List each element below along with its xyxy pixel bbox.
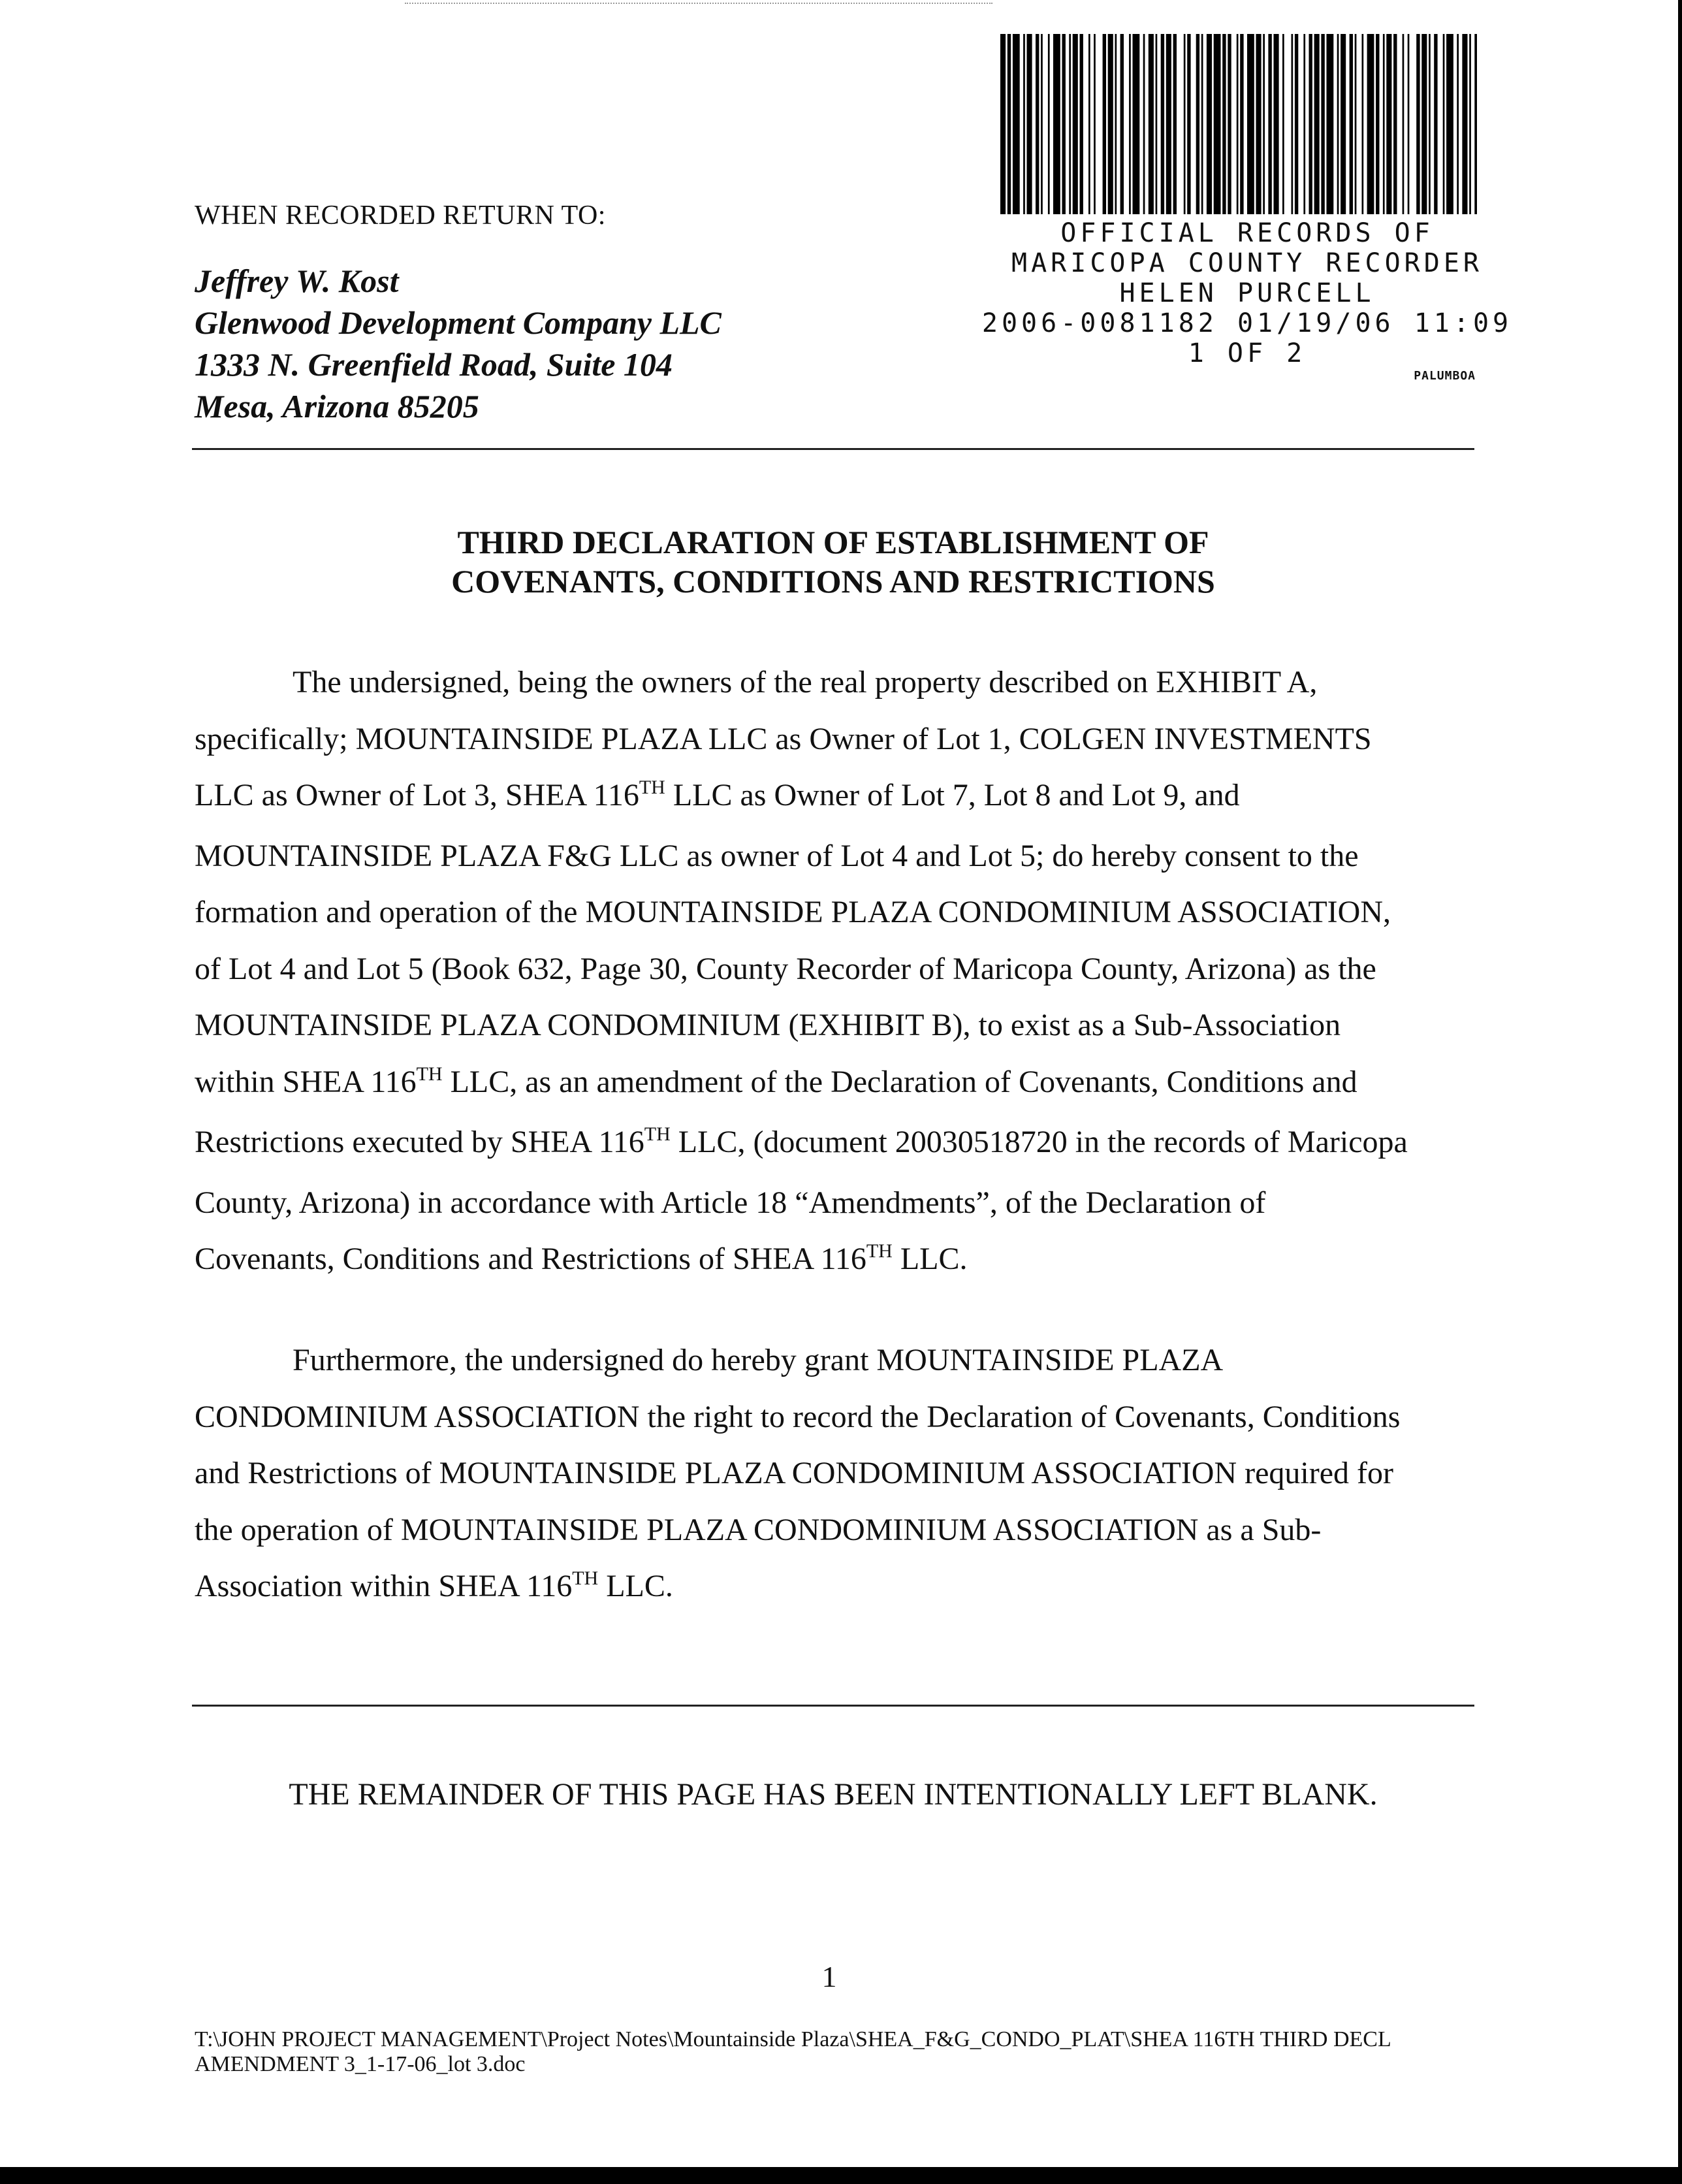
barcode-bar bbox=[1474, 34, 1477, 214]
barcode-bar bbox=[1013, 34, 1020, 214]
barcode-bar bbox=[1062, 34, 1066, 214]
stamp-page-count: 1 OF 2 bbox=[1188, 338, 1307, 368]
paragraph-line: within SHEA 116TH LLC, as an amendment of the Declaration of Covenants, Conditions and bbox=[195, 1063, 1357, 1099]
barcode-bar bbox=[1201, 34, 1203, 214]
address-line-name: Jeffrey W. Kost bbox=[195, 263, 399, 299]
barcode-bar bbox=[1129, 34, 1131, 214]
barcode-bar bbox=[1443, 34, 1445, 214]
scan-edge-right bbox=[1678, 0, 1682, 2184]
barcode-bar bbox=[1350, 34, 1353, 214]
stamp-record-number: 2006-0081182 01/19/06 11:09 bbox=[981, 308, 1513, 338]
barcode-bar bbox=[1282, 34, 1284, 214]
barcode-bar bbox=[1362, 34, 1364, 214]
barcode-bar bbox=[1383, 34, 1385, 214]
barcode-bar bbox=[1108, 34, 1113, 214]
barcode-bar bbox=[1403, 34, 1404, 214]
paragraph-line: specifically; MOUNTAINSIDE PLAZA LLC as Owner of Lot 1, COLGEN INVESTMENTS bbox=[195, 721, 1372, 756]
barcode-bar bbox=[1053, 34, 1060, 214]
address-line-city: Mesa, Arizona 85205 bbox=[195, 388, 479, 425]
paragraph-line: The undersigned, being the owners of the real property described on EXHIBIT A, bbox=[293, 665, 1318, 699]
barcode-bar bbox=[1184, 34, 1186, 214]
barcode-bar bbox=[1386, 34, 1391, 214]
document-title bbox=[192, 522, 1474, 601]
paragraph-consent bbox=[195, 654, 1487, 1292]
file-path-footer bbox=[195, 2027, 1391, 2077]
title-line-1: THIRD DECLARATION OF ESTABLISHMENT OF bbox=[457, 524, 1209, 560]
stamp-line-2: MARICOPA COUNTY RECORDER bbox=[1011, 248, 1483, 278]
barcode-bar bbox=[1166, 34, 1171, 214]
paragraph-grant bbox=[195, 1332, 1487, 1619]
barcode-bar bbox=[1295, 34, 1298, 214]
paragraph-line: Covenants, Conditions and Restrictions of SHEA 116TH LLC. bbox=[195, 1240, 968, 1276]
file-path-line-1: T:\JOHN PROJECT MANAGEMENT\Project Notes\Mountainside Plaza\SHEA_F&G_CONDO_PLAT\SHEA 116TH THIRD DECL bbox=[195, 2027, 1391, 2051]
barcode-bar bbox=[1222, 34, 1226, 214]
paragraph-line: Furthermore, the undersigned do hereby grant MOUNTAINSIDE PLAZA bbox=[293, 1343, 1224, 1377]
barcode-bar bbox=[1256, 34, 1262, 214]
barcode-bar bbox=[1036, 34, 1039, 214]
barcode-bar bbox=[1429, 34, 1431, 214]
file-path-line-2: AMENDMENT 3_1-17-06_lot 3.doc bbox=[195, 2052, 526, 2076]
barcode-bar bbox=[1214, 34, 1221, 214]
recording-stamp bbox=[979, 218, 1515, 384]
return-label: WHEN RECORDED RETURN TO: bbox=[195, 201, 606, 231]
paragraph-line: of Lot 4 and Lot 5 (Book 632, Page 30, County Recorder of Maricopa County, Arizona) as the bbox=[195, 951, 1376, 986]
barcode-bar bbox=[1041, 34, 1043, 214]
barcode-bar bbox=[1292, 34, 1293, 214]
stamp-line-1: OFFICIAL RECORDS OF bbox=[1060, 218, 1434, 248]
barcode-bar bbox=[1247, 34, 1254, 214]
barcode-bar bbox=[1376, 34, 1379, 214]
barcode-bar bbox=[1367, 34, 1374, 214]
divider-bottom bbox=[192, 1705, 1474, 1707]
barcode-bar bbox=[1337, 34, 1339, 214]
paragraph-line: CONDOMINIUM ASSOCIATION the right to record the Declaration of Covenants, Conditions bbox=[195, 1399, 1401, 1434]
paragraph-line: County, Arizona) in accordance with Article 18 “Amendments”, of the Declaration of bbox=[195, 1185, 1266, 1220]
paragraph-line: formation and operation of the MOUNTAINSIDE PLAZA CONDOMINIUM ASSOCIATION, bbox=[195, 895, 1391, 929]
barcode-bar bbox=[1228, 34, 1231, 214]
return-address bbox=[195, 260, 722, 427]
barcode-bar bbox=[1023, 34, 1025, 214]
barcode-bar bbox=[1462, 34, 1467, 214]
barcode-bar bbox=[1457, 34, 1459, 214]
address-line-company: Glenwood Development Company LLC bbox=[195, 304, 722, 341]
barcode-bar bbox=[1469, 34, 1471, 214]
paragraph-line: the operation of MOUNTAINSIDE PLAZA CONDOMINIUM ASSOCIATION as a Sub- bbox=[195, 1512, 1322, 1547]
address-line-street: 1333 N. Greenfield Road, Suite 104 bbox=[195, 346, 673, 383]
barcode-bar bbox=[1303, 34, 1305, 214]
paragraph-line: Association within SHEA 116TH LLC. bbox=[195, 1567, 673, 1603]
barcode-bar bbox=[1027, 34, 1032, 214]
barcode-bar bbox=[1120, 34, 1124, 214]
barcode-bar bbox=[1008, 34, 1011, 214]
barcode-bar bbox=[1088, 34, 1090, 214]
barcode-bar bbox=[1434, 34, 1437, 214]
barcode-bar bbox=[1080, 34, 1083, 214]
page-number: 1 bbox=[821, 1960, 837, 1993]
barcode-bar bbox=[1327, 34, 1334, 214]
paragraph-line: MOUNTAINSIDE PLAZA F&G LLC as owner of Lot 4 and Lot 5; do hereby consent to the bbox=[195, 838, 1359, 873]
barcode-bar bbox=[1341, 34, 1346, 214]
paragraph-line: LLC as Owner of Lot 3, SHEA 116TH LLC as Owner of Lot 7, Lot 8 and Lot 9, and bbox=[195, 777, 1240, 812]
barcode-bar bbox=[1069, 34, 1071, 214]
title-line-2: COVENANTS, CONDITIONS AND RESTRICTIONS bbox=[451, 563, 1215, 600]
barcode-bar bbox=[1187, 34, 1190, 214]
barcode bbox=[1000, 34, 1477, 214]
barcode-bar bbox=[1274, 34, 1279, 214]
barcode-bar bbox=[1263, 34, 1265, 214]
barcode-bar bbox=[1115, 34, 1117, 214]
barcode-bar bbox=[1240, 34, 1243, 214]
barcode-bar bbox=[1000, 34, 1006, 214]
scan-artifact-line bbox=[405, 3, 992, 4]
stamp-line-3: HELEN PURCELL bbox=[1119, 278, 1375, 308]
barcode-bar bbox=[1196, 34, 1199, 214]
barcode-bar bbox=[1393, 34, 1397, 214]
barcode-bar bbox=[1355, 34, 1357, 214]
barcode-bar bbox=[1309, 34, 1312, 214]
barcode-bar bbox=[1073, 34, 1078, 214]
barcode-bar bbox=[1103, 34, 1106, 214]
barcode-bar bbox=[1143, 34, 1145, 214]
barcode-bar bbox=[1207, 34, 1212, 214]
barcode-bar bbox=[1421, 34, 1427, 214]
barcode-bar bbox=[1133, 34, 1140, 214]
barcode-bar bbox=[1408, 34, 1410, 214]
barcode-bar bbox=[1416, 34, 1420, 214]
paragraph-line: and Restrictions of MOUNTAINSIDE PLAZA CONDOMINIUM ASSOCIATION required for bbox=[195, 1456, 1393, 1490]
stamp-clerk: PALUMBOA bbox=[1414, 369, 1476, 383]
barcode-bar bbox=[1149, 34, 1154, 214]
barcode-bar bbox=[1048, 34, 1050, 214]
scan-edge-bottom bbox=[0, 2167, 1682, 2184]
paragraph-line: Restrictions executed by SHEA 116TH LLC, (document 20030518720 in the records of Maricopa bbox=[195, 1123, 1408, 1159]
barcode-bar bbox=[1173, 34, 1177, 214]
barcode-bar bbox=[1237, 34, 1239, 214]
paragraph-line: MOUNTAINSIDE PLAZA CONDOMINIUM (EXHIBIT B), to exist as a Sub-Association bbox=[195, 1008, 1341, 1042]
barcode-bar bbox=[1161, 34, 1164, 214]
divider-top bbox=[192, 448, 1474, 450]
remainder-notice: THE REMAINDER OF THIS PAGE HAS BEEN INTENTIONALLY LEFT BLANK. bbox=[289, 1777, 1378, 1812]
barcode-bar bbox=[1314, 34, 1320, 214]
barcode-bar bbox=[1446, 34, 1453, 214]
barcode-bar bbox=[1268, 34, 1271, 214]
barcode-bar bbox=[1156, 34, 1158, 214]
barcode-bar bbox=[1094, 34, 1096, 214]
barcode-bar bbox=[1321, 34, 1324, 214]
